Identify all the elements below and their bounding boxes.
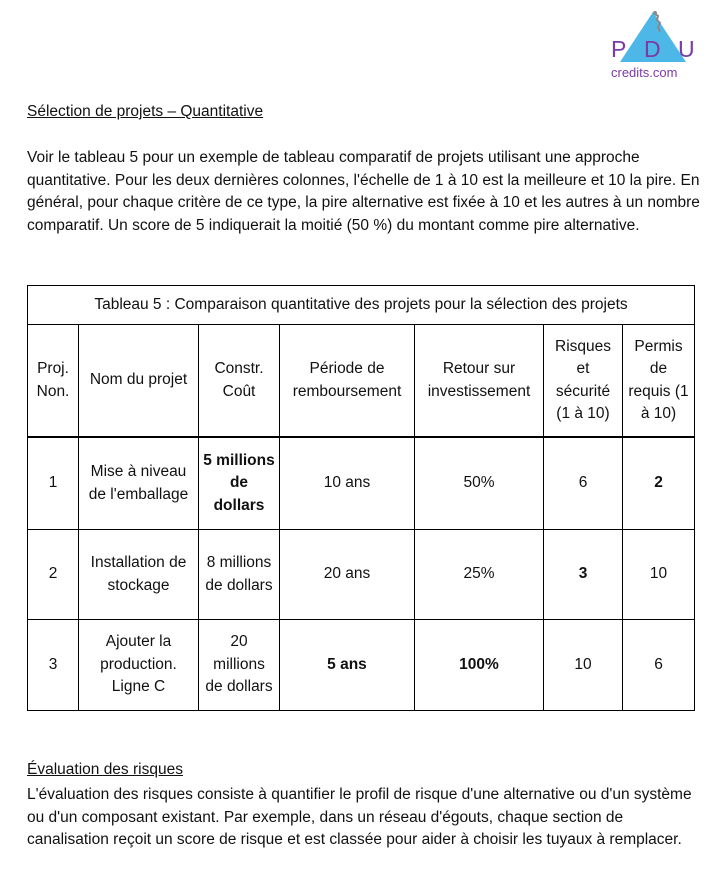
logo-letter-u: U xyxy=(678,36,695,62)
cell-roi: 25% xyxy=(415,530,544,620)
section-paragraph-risk: L'évaluation des risques consiste à quantifier le profil de risque d'une alternative ou d'un système ou d'un composant existant. Par exemple, dans un réseau d'égouts, chaque section de canalisation reçoit un score de risque et est classée pour aider à choisir les tuyaux à remplacer. xyxy=(27,786,692,848)
logo-letter-d: D xyxy=(644,36,661,62)
cell-cost: 8 millions de dollars xyxy=(199,530,280,620)
cell-permits: 2 xyxy=(623,437,695,530)
table-row xyxy=(28,437,695,530)
cell-payback: 20 ans xyxy=(280,530,415,620)
comparison-table xyxy=(27,285,695,711)
header-construction-cost: Constr. Coût xyxy=(199,325,280,438)
cell-roi: 50% xyxy=(415,437,544,530)
header-permits: Permis de requis (1 à 10) xyxy=(623,325,695,438)
cell-risk: 3 xyxy=(544,530,623,620)
header-project-name: Nom du projet xyxy=(79,325,199,438)
section-paragraph-quantitative: Voir le tableau 5 pour un exemple de tableau comparatif de projets utilisant une approche quantitative. Pour les deux dernières colonnes, l'échelle de 1 à 10 est la meilleure et 10 la pire. En général, pour chaque critère de ce type, la pire alternative est fixée à 10 et les autres à un nombre comparatif. Un score de 5 indiquerait la moitié (50 %) du montant comme pire alternative. xyxy=(27,149,700,234)
table-header-row xyxy=(28,325,695,438)
logo-letter-p: P xyxy=(611,36,627,62)
logo-domain: credits.com xyxy=(611,65,678,80)
table-title: Tableau 5 : Comparaison quantitative des projets pour la sélection des projets xyxy=(28,286,695,325)
header-proj-num: Proj. Non. xyxy=(28,325,79,438)
header-payback-period: Période de remboursement xyxy=(280,325,415,438)
cell-name: Mise à niveau de l'emballage xyxy=(79,437,199,530)
table-row xyxy=(28,620,695,711)
cell-name: Installation de stockage xyxy=(79,530,199,620)
cell-cost: 20 millions de dollars xyxy=(199,620,280,711)
header-risk-safety: Risques et sécurité (1 à 10) xyxy=(544,325,623,438)
cell-risk: 6 xyxy=(544,437,623,530)
section-heading-risk: Évaluation des risques xyxy=(27,761,183,778)
cell-payback: 10 ans xyxy=(280,437,415,530)
cell-name: Ajouter la production. Ligne C xyxy=(79,620,199,711)
cell-num: 2 xyxy=(28,530,79,620)
cell-cost: 5 millions de dollars xyxy=(199,437,280,530)
table-row xyxy=(28,530,695,620)
pdu-credits-logo xyxy=(608,8,698,80)
cell-permits: 6 xyxy=(623,620,695,711)
cell-permits: 10 xyxy=(623,530,695,620)
cell-num: 1 xyxy=(28,437,79,530)
cell-risk: 10 xyxy=(544,620,623,711)
header-roi: Retour sur investissement xyxy=(415,325,544,438)
cell-roi: 100% xyxy=(415,620,544,711)
cell-payback: 5 ans xyxy=(280,620,415,711)
section-heading-quantitative: Sélection de projets – Quantitative xyxy=(27,103,264,120)
cell-num: 3 xyxy=(28,620,79,711)
